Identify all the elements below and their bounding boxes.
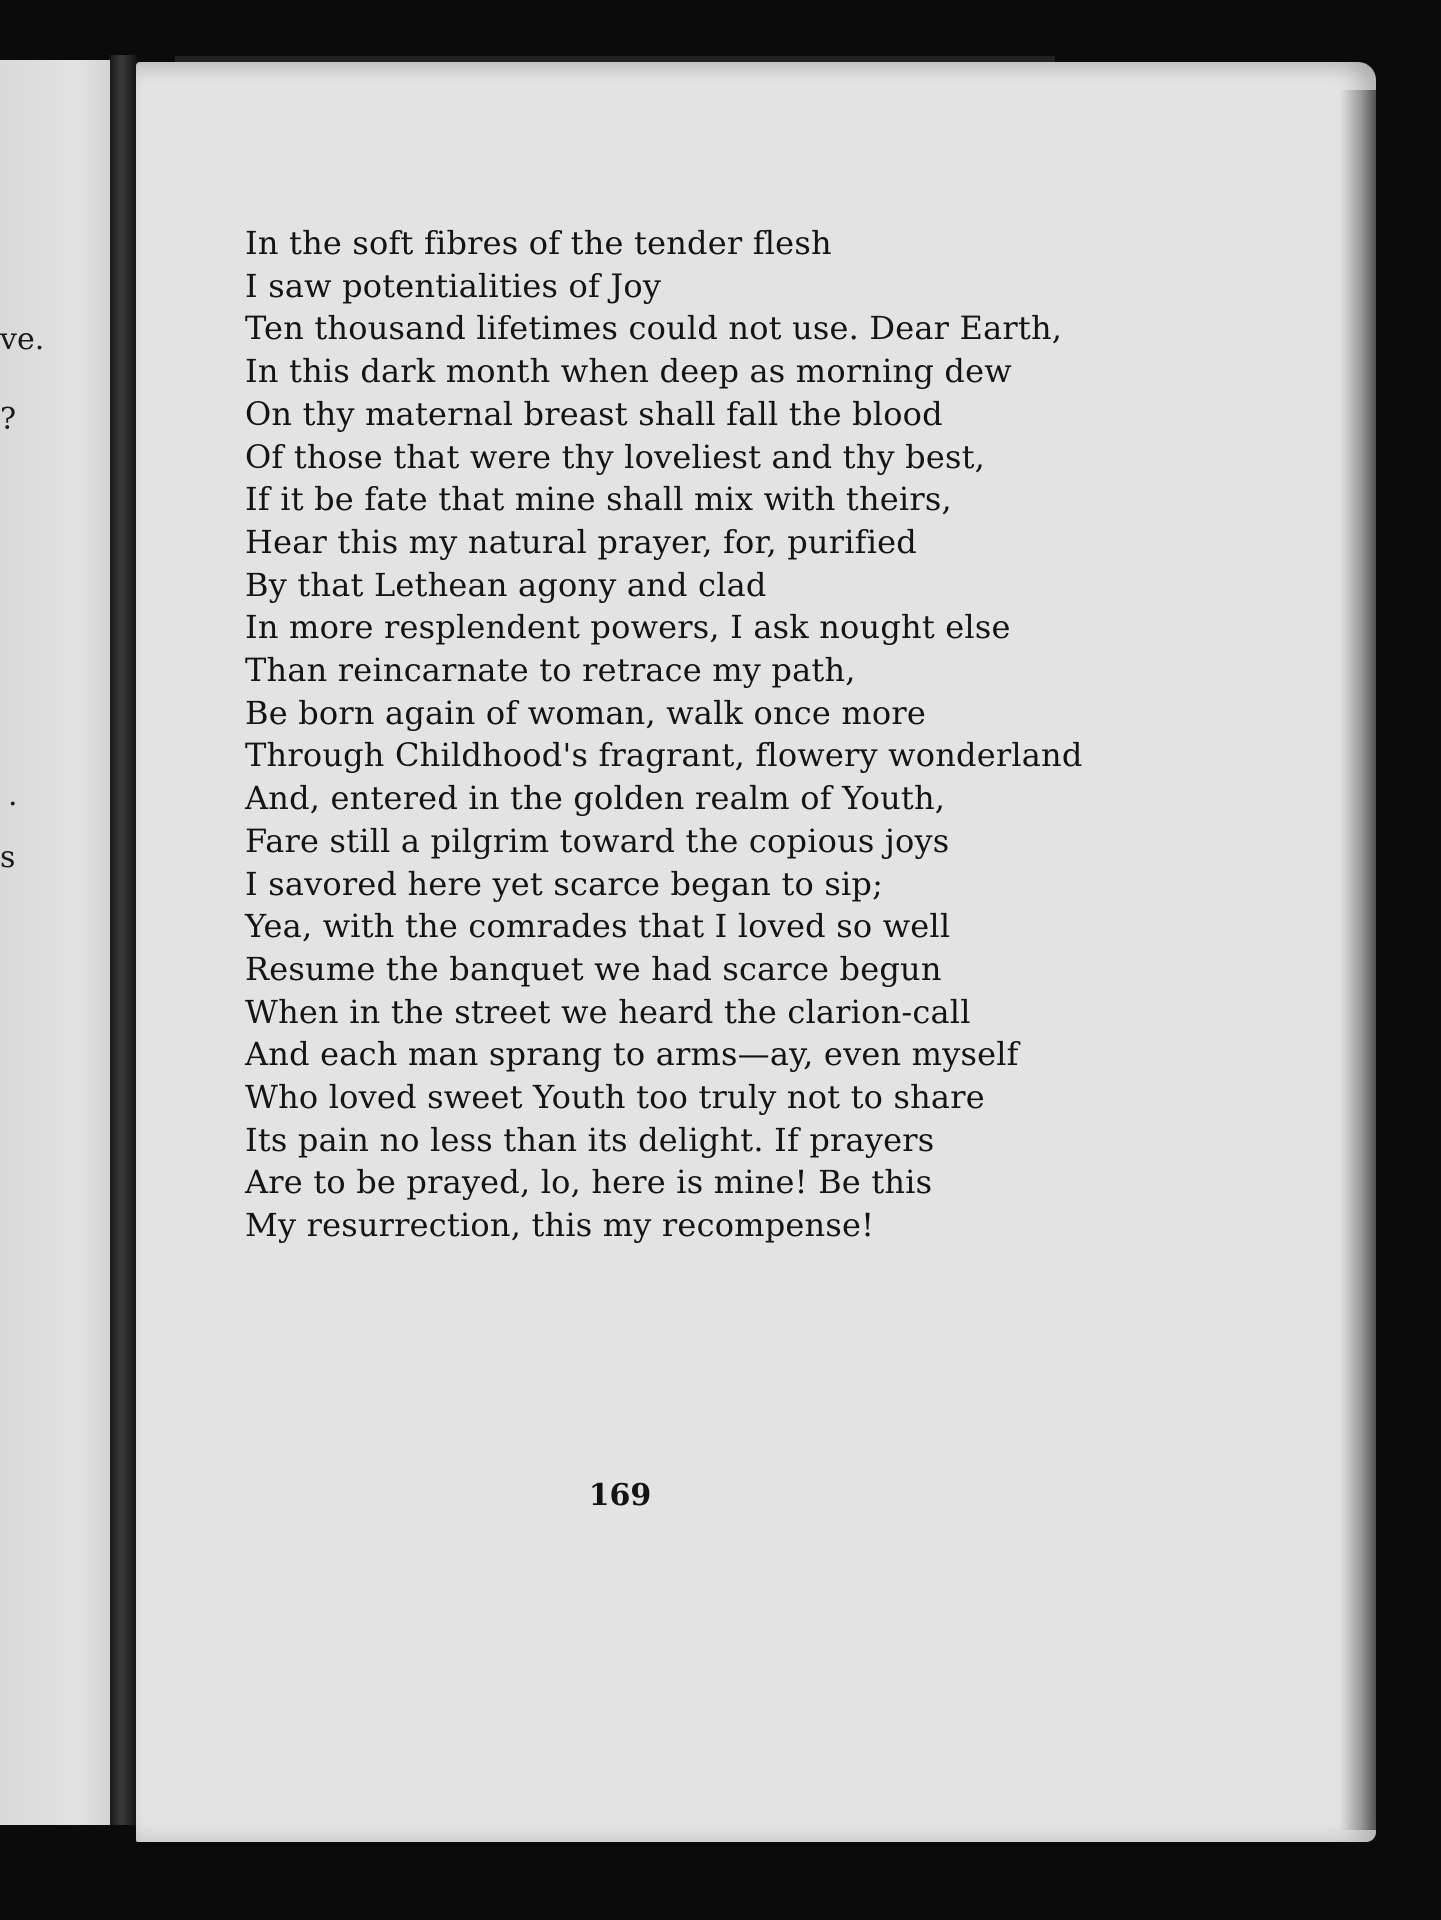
poem-line: Fare still a pilgrim toward the copious joys	[245, 821, 950, 860]
poem-line: When in the street we heard the clarion-call	[245, 992, 971, 1031]
poem-line: Its pain no less than its delight. If prayers	[245, 1120, 935, 1159]
poem-line: I savored here yet scarce began to sip;	[245, 864, 884, 903]
poem-line: In more resplendent powers, I ask nought else	[245, 608, 1011, 647]
poem-line: My resurrection, this my recompense!	[245, 1206, 875, 1245]
poem-line: I saw potentialities of Joy	[245, 266, 662, 305]
page-number: 169	[588, 1478, 652, 1513]
poem-line: Resume the banquet we had scarce begun	[245, 949, 942, 988]
poem-line: Hear this my natural prayer, for, purified	[245, 522, 917, 561]
book-gutter	[110, 55, 138, 1825]
left-page-fragment: .	[8, 778, 18, 813]
poem-line: Than reincarnate to retrace my path,	[245, 651, 856, 690]
poem-line: In this dark month when deep as morning dew	[245, 352, 1012, 391]
left-page-fragment: s	[0, 840, 16, 875]
poem-line: And, entered in the golden realm of Youth,	[245, 779, 946, 818]
poem-text	[245, 222, 1245, 1247]
poem-line: Are to be prayed, lo, here is mine! Be this	[245, 1163, 933, 1202]
left-page-fragment: ve.	[0, 322, 45, 357]
poem-line: Of those that were thy loveliest and thy best,	[245, 437, 986, 476]
poem-line: If it be fate that mine shall mix with theirs,	[245, 480, 952, 519]
poem-line: Yea, with the comrades that I loved so well	[245, 907, 951, 946]
poem-line: And each man sprang to arms—ay, even myself	[245, 1035, 1019, 1074]
left-page-fragment: ?	[0, 402, 17, 437]
poem-line: By that Lethean agony and clad	[245, 565, 767, 604]
poem-line: On thy maternal breast shall fall the blood	[245, 394, 943, 433]
page-top-shadow	[175, 56, 1055, 62]
poem-line: Ten thousand lifetimes could not use. Dear Earth,	[245, 309, 1063, 348]
poem-line: Be born again of woman, walk once more	[245, 693, 927, 732]
poem-line: Through Childhood's fragrant, flowery wonderland	[245, 736, 1083, 775]
poem-line: Who loved sweet Youth too truly not to share	[245, 1078, 985, 1117]
poem-line: In the soft fibres of the tender flesh	[245, 224, 832, 262]
